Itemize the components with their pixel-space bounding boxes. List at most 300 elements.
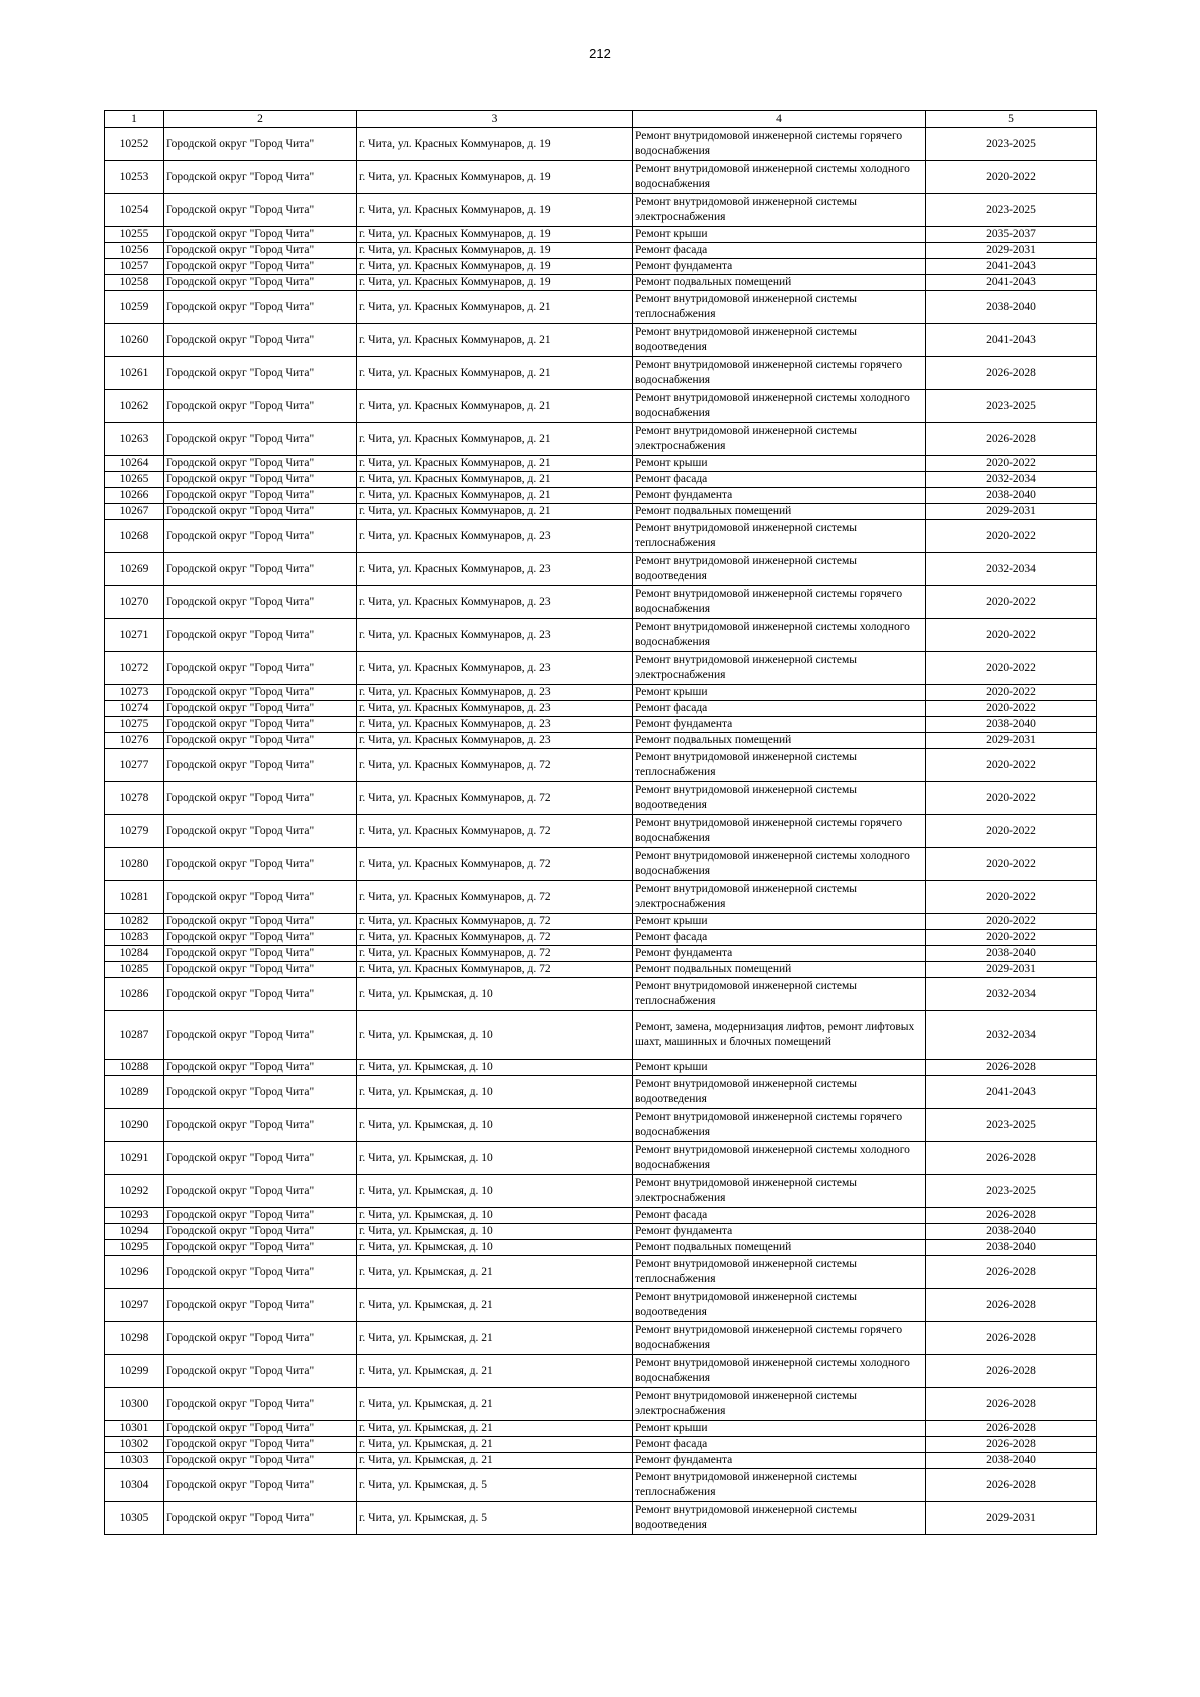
municipality-cell: Городской округ "Город Чита" (164, 749, 357, 782)
work-type-cell: Ремонт внутридомовой инженерной системы водоотведения (633, 553, 926, 586)
work-type-cell: Ремонт внутридомовой инженерной системы теплоснабжения (633, 978, 926, 1011)
table-row (105, 1421, 1097, 1437)
work-type-cell: Ремонт крыши (633, 456, 926, 472)
period-cell: 2035-2037 (926, 227, 1097, 243)
table-row (105, 1355, 1097, 1388)
table-row (105, 930, 1097, 946)
municipality-cell: Городской округ "Город Чита" (164, 1240, 357, 1256)
municipality-cell: Городской округ "Город Чита" (164, 914, 357, 930)
table-row (105, 978, 1097, 1011)
municipality-cell: Городской округ "Город Чита" (164, 1388, 357, 1421)
address-cell: г. Чита, ул. Красных Коммунаров, д. 21 (357, 324, 633, 357)
work-type-cell: Ремонт фасада (633, 701, 926, 717)
address-cell: г. Чита, ул. Красных Коммунаров, д. 21 (357, 472, 633, 488)
address-cell: г. Чита, ул. Крымская, д. 10 (357, 1109, 633, 1142)
address-cell: г. Чита, ул. Красных Коммунаров, д. 72 (357, 946, 633, 962)
period-cell: 2029-2031 (926, 1502, 1097, 1535)
row-number: 10254 (105, 194, 164, 227)
address-cell: г. Чита, ул. Красных Коммунаров, д. 72 (357, 815, 633, 848)
period-cell: 2026-2028 (926, 1421, 1097, 1437)
address-cell: г. Чита, ул. Крымская, д. 5 (357, 1469, 633, 1502)
row-number: 10277 (105, 749, 164, 782)
municipality-cell: Городской округ "Город Чита" (164, 227, 357, 243)
municipality-cell: Городской округ "Город Чита" (164, 652, 357, 685)
table-row (105, 1388, 1097, 1421)
address-cell: г. Чита, ул. Красных Коммунаров, д. 19 (357, 161, 633, 194)
work-type-cell: Ремонт внутридомовой инженерной системы теплоснабжения (633, 1469, 926, 1502)
work-type-cell: Ремонт крыши (633, 1060, 926, 1076)
municipality-cell: Городской округ "Город Чита" (164, 685, 357, 701)
table-row (105, 1011, 1097, 1060)
row-number: 10257 (105, 259, 164, 275)
work-type-cell: Ремонт подвальных помещений (633, 275, 926, 291)
period-cell: 2023-2025 (926, 194, 1097, 227)
row-number: 10284 (105, 946, 164, 962)
address-cell: г. Чита, ул. Красных Коммунаров, д. 23 (357, 733, 633, 749)
address-cell: г. Чита, ул. Красных Коммунаров, д. 21 (357, 291, 633, 324)
municipality-cell: Городской округ "Город Чита" (164, 194, 357, 227)
period-cell: 2032-2034 (926, 472, 1097, 488)
table-row (105, 652, 1097, 685)
work-type-cell: Ремонт внутридомовой инженерной системы водоотведения (633, 1076, 926, 1109)
address-cell: г. Чита, ул. Красных Коммунаров, д. 21 (357, 390, 633, 423)
address-cell: г. Чита, ул. Крымская, д. 21 (357, 1421, 633, 1437)
municipality-cell: Городской округ "Город Чита" (164, 259, 357, 275)
work-type-cell: Ремонт фасада (633, 472, 926, 488)
row-number: 10299 (105, 1355, 164, 1388)
table-row (105, 962, 1097, 978)
address-cell: г. Чита, ул. Красных Коммунаров, д. 23 (357, 553, 633, 586)
address-cell: г. Чита, ул. Крымская, д. 10 (357, 1011, 633, 1060)
work-type-cell: Ремонт крыши (633, 914, 926, 930)
period-cell: 2023-2025 (926, 1175, 1097, 1208)
address-cell: г. Чита, ул. Красных Коммунаров, д. 72 (357, 914, 633, 930)
row-number: 10256 (105, 243, 164, 259)
work-type-cell: Ремонт внутридомовой инженерной системы горячего водоснабжения (633, 815, 926, 848)
period-cell: 2026-2028 (926, 1142, 1097, 1175)
row-number: 10289 (105, 1076, 164, 1109)
address-cell: г. Чита, ул. Крымская, д. 21 (357, 1453, 633, 1469)
table-row (105, 520, 1097, 553)
municipality-cell: Городской округ "Город Чита" (164, 930, 357, 946)
work-type-cell: Ремонт фундамента (633, 946, 926, 962)
municipality-cell: Городской округ "Город Чита" (164, 717, 357, 733)
municipality-cell: Городской округ "Город Чита" (164, 586, 357, 619)
period-cell: 2038-2040 (926, 488, 1097, 504)
table-row (105, 1175, 1097, 1208)
period-cell: 2020-2022 (926, 914, 1097, 930)
row-number: 10255 (105, 227, 164, 243)
municipality-cell: Городской округ "Город Чита" (164, 619, 357, 652)
work-type-cell: Ремонт фундамента (633, 1224, 926, 1240)
municipality-cell: Городской округ "Город Чита" (164, 520, 357, 553)
address-cell: г. Чита, ул. Красных Коммунаров, д. 19 (357, 194, 633, 227)
table-row (105, 749, 1097, 782)
table-row (105, 717, 1097, 733)
period-cell: 2032-2034 (926, 553, 1097, 586)
address-cell: г. Чита, ул. Красных Коммунаров, д. 19 (357, 259, 633, 275)
municipality-cell: Городской округ "Город Чита" (164, 291, 357, 324)
row-number: 10276 (105, 733, 164, 749)
table-row (105, 914, 1097, 930)
municipality-cell: Городской округ "Город Чита" (164, 978, 357, 1011)
row-number: 10305 (105, 1502, 164, 1535)
work-type-cell: Ремонт фасада (633, 1208, 926, 1224)
table-row (105, 733, 1097, 749)
municipality-cell: Городской округ "Город Чита" (164, 1437, 357, 1453)
table-row (105, 324, 1097, 357)
address-cell: г. Чита, ул. Крымская, д. 21 (357, 1437, 633, 1453)
address-cell: г. Чита, ул. Красных Коммунаров, д. 19 (357, 227, 633, 243)
work-type-cell: Ремонт внутридомовой инженерной системы горячего водоснабжения (633, 128, 926, 161)
row-number: 10301 (105, 1421, 164, 1437)
row-number: 10278 (105, 782, 164, 815)
row-number: 10300 (105, 1388, 164, 1421)
address-cell: г. Чита, ул. Красных Коммунаров, д. 21 (357, 357, 633, 390)
row-number: 10259 (105, 291, 164, 324)
period-cell: 2026-2028 (926, 1256, 1097, 1289)
table-row (105, 1076, 1097, 1109)
address-cell: г. Чита, ул. Красных Коммунаров, д. 72 (357, 848, 633, 881)
table-header (105, 111, 1097, 128)
address-cell: г. Чита, ул. Крымская, д. 10 (357, 978, 633, 1011)
work-type-cell: Ремонт внутридомовой инженерной системы электроснабжения (633, 652, 926, 685)
municipality-cell: Городской округ "Город Чита" (164, 1289, 357, 1322)
period-cell: 2026-2028 (926, 357, 1097, 390)
work-type-cell: Ремонт внутридомовой инженерной системы электроснабжения (633, 881, 926, 914)
period-cell: 2038-2040 (926, 291, 1097, 324)
work-type-cell: Ремонт внутридомовой инженерной системы горячего водоснабжения (633, 1322, 926, 1355)
period-cell: 2020-2022 (926, 456, 1097, 472)
period-cell: 2032-2034 (926, 978, 1097, 1011)
table-row (105, 1060, 1097, 1076)
page-number: 212 (589, 46, 611, 61)
table-row (105, 161, 1097, 194)
work-type-cell: Ремонт внутридомовой инженерной системы водоотведения (633, 782, 926, 815)
address-cell: г. Чита, ул. Крымская, д. 10 (357, 1224, 633, 1240)
table-row (105, 472, 1097, 488)
municipality-cell: Городской округ "Город Чита" (164, 456, 357, 472)
municipality-cell: Городской округ "Город Чита" (164, 1175, 357, 1208)
period-cell: 2032-2034 (926, 1011, 1097, 1060)
municipality-cell: Городской округ "Город Чита" (164, 1208, 357, 1224)
row-number: 10288 (105, 1060, 164, 1076)
address-cell: г. Чита, ул. Крымская, д. 21 (357, 1355, 633, 1388)
municipality-cell: Городской округ "Город Чита" (164, 275, 357, 291)
work-type-cell: Ремонт внутридомовой инженерной системы горячего водоснабжения (633, 357, 926, 390)
municipality-cell: Городской округ "Город Чита" (164, 733, 357, 749)
address-cell: г. Чита, ул. Крымская, д. 10 (357, 1175, 633, 1208)
table-row (105, 553, 1097, 586)
address-cell: г. Чита, ул. Красных Коммунаров, д. 21 (357, 423, 633, 456)
municipality-cell: Городской округ "Город Чита" (164, 504, 357, 520)
table-row (105, 1224, 1097, 1240)
work-type-cell: Ремонт внутридомовой инженерной системы холодного водоснабжения (633, 390, 926, 423)
row-number: 10271 (105, 619, 164, 652)
address-cell: г. Чита, ул. Красных Коммунаров, д. 23 (357, 717, 633, 733)
address-cell: г. Чита, ул. Крымская, д. 10 (357, 1060, 633, 1076)
row-number: 10290 (105, 1109, 164, 1142)
address-cell: г. Чита, ул. Крымская, д. 21 (357, 1289, 633, 1322)
work-type-cell: Ремонт крыши (633, 227, 926, 243)
work-type-cell: Ремонт фасада (633, 930, 926, 946)
municipality-cell: Городской округ "Город Чита" (164, 243, 357, 259)
row-number: 10267 (105, 504, 164, 520)
work-type-cell: Ремонт подвальных помещений (633, 1240, 926, 1256)
row-number: 10270 (105, 586, 164, 619)
table-row (105, 456, 1097, 472)
work-type-cell: Ремонт внутридомовой инженерной системы холодного водоснабжения (633, 619, 926, 652)
address-cell: г. Чита, ул. Красных Коммунаров, д. 19 (357, 275, 633, 291)
table-row (105, 357, 1097, 390)
work-type-cell: Ремонт крыши (633, 685, 926, 701)
period-cell: 2023-2025 (926, 1109, 1097, 1142)
period-cell: 2038-2040 (926, 946, 1097, 962)
row-number: 10291 (105, 1142, 164, 1175)
municipality-cell: Городской округ "Город Чита" (164, 1060, 357, 1076)
work-type-cell: Ремонт фундамента (633, 259, 926, 275)
work-type-cell: Ремонт внутридомовой инженерной системы теплоснабжения (633, 291, 926, 324)
table-row (105, 488, 1097, 504)
row-number: 10258 (105, 275, 164, 291)
work-type-cell: Ремонт внутридомовой инженерной системы электроснабжения (633, 423, 926, 456)
period-cell: 2020-2022 (926, 161, 1097, 194)
municipality-cell: Городской округ "Город Чита" (164, 324, 357, 357)
work-type-cell: Ремонт внутридомовой инженерной системы водоотведения (633, 1502, 926, 1535)
row-number: 10282 (105, 914, 164, 930)
address-cell: г. Чита, ул. Красных Коммунаров, д. 19 (357, 128, 633, 161)
period-cell: 2020-2022 (926, 815, 1097, 848)
row-number: 10298 (105, 1322, 164, 1355)
table-row (105, 128, 1097, 161)
row-number: 10265 (105, 472, 164, 488)
period-cell: 2020-2022 (926, 930, 1097, 946)
period-cell: 2026-2028 (926, 1437, 1097, 1453)
table-row (105, 848, 1097, 881)
table-row (105, 1256, 1097, 1289)
row-number: 10268 (105, 520, 164, 553)
period-cell: 2020-2022 (926, 782, 1097, 815)
row-number: 10286 (105, 978, 164, 1011)
municipality-cell: Городской округ "Город Чита" (164, 962, 357, 978)
table-row (105, 782, 1097, 815)
work-type-cell: Ремонт внутридомовой инженерной системы холодного водоснабжения (633, 1355, 926, 1388)
row-number: 10261 (105, 357, 164, 390)
address-cell: г. Чита, ул. Красных Коммунаров, д. 21 (357, 456, 633, 472)
period-cell: 2020-2022 (926, 749, 1097, 782)
row-number: 10285 (105, 962, 164, 978)
period-cell: 2038-2040 (926, 1453, 1097, 1469)
column-header-3: 3 (357, 111, 633, 128)
period-cell: 2038-2040 (926, 717, 1097, 733)
municipality-cell: Городской округ "Город Чита" (164, 472, 357, 488)
address-cell: г. Чита, ул. Красных Коммунаров, д. 23 (357, 520, 633, 553)
municipality-cell: Городской округ "Город Чита" (164, 1224, 357, 1240)
table-row (105, 946, 1097, 962)
address-cell: г. Чита, ул. Красных Коммунаров, д. 72 (357, 782, 633, 815)
work-type-cell: Ремонт внутридомовой инженерной системы электроснабжения (633, 1388, 926, 1421)
repair-schedule-table (104, 110, 1097, 1535)
row-number: 10260 (105, 324, 164, 357)
municipality-cell: Городской округ "Город Чита" (164, 357, 357, 390)
period-cell: 2038-2040 (926, 1240, 1097, 1256)
work-type-cell: Ремонт фасада (633, 1437, 926, 1453)
address-cell: г. Чита, ул. Крымская, д. 10 (357, 1208, 633, 1224)
municipality-cell: Городской округ "Город Чита" (164, 1453, 357, 1469)
table-row (105, 423, 1097, 456)
table-row (105, 1289, 1097, 1322)
table-row (105, 685, 1097, 701)
table-row (105, 275, 1097, 291)
table-row (105, 1469, 1097, 1502)
period-cell: 2029-2031 (926, 243, 1097, 259)
row-number: 10292 (105, 1175, 164, 1208)
period-cell: 2026-2028 (926, 1469, 1097, 1502)
row-number: 10253 (105, 161, 164, 194)
period-cell: 2023-2025 (926, 390, 1097, 423)
period-cell: 2020-2022 (926, 652, 1097, 685)
period-cell: 2029-2031 (926, 962, 1097, 978)
period-cell: 2020-2022 (926, 881, 1097, 914)
period-cell: 2020-2022 (926, 520, 1097, 553)
municipality-cell: Городской округ "Город Чита" (164, 848, 357, 881)
work-type-cell: Ремонт внутридомовой инженерной системы водоотведения (633, 1289, 926, 1322)
address-cell: г. Чита, ул. Красных Коммунаров, д. 23 (357, 619, 633, 652)
row-number: 10294 (105, 1224, 164, 1240)
municipality-cell: Городской округ "Город Чита" (164, 1109, 357, 1142)
address-cell: г. Чита, ул. Красных Коммунаров, д. 23 (357, 701, 633, 717)
work-type-cell: Ремонт подвальных помещений (633, 962, 926, 978)
period-cell: 2026-2028 (926, 1355, 1097, 1388)
row-number: 10303 (105, 1453, 164, 1469)
work-type-cell: Ремонт внутридомовой инженерной системы электроснабжения (633, 194, 926, 227)
table-row (105, 619, 1097, 652)
row-number: 10252 (105, 128, 164, 161)
table-row (105, 701, 1097, 717)
address-cell: г. Чита, ул. Красных Коммунаров, д. 23 (357, 586, 633, 619)
row-number: 10279 (105, 815, 164, 848)
period-cell: 2020-2022 (926, 685, 1097, 701)
municipality-cell: Городской округ "Город Чита" (164, 1256, 357, 1289)
municipality-cell: Городской округ "Город Чита" (164, 701, 357, 717)
table-row (105, 815, 1097, 848)
row-number: 10262 (105, 390, 164, 423)
table-row (105, 1437, 1097, 1453)
period-cell: 2026-2028 (926, 1322, 1097, 1355)
municipality-cell: Городской округ "Город Чита" (164, 1421, 357, 1437)
period-cell: 2020-2022 (926, 848, 1097, 881)
address-cell: г. Чита, ул. Красных Коммунаров, д. 23 (357, 685, 633, 701)
table-row (105, 1109, 1097, 1142)
period-cell: 2041-2043 (926, 1076, 1097, 1109)
table-row (105, 1502, 1097, 1535)
table-row (105, 243, 1097, 259)
address-cell: г. Чита, ул. Красных Коммунаров, д. 23 (357, 652, 633, 685)
address-cell: г. Чита, ул. Красных Коммунаров, д. 19 (357, 243, 633, 259)
municipality-cell: Городской округ "Город Чита" (164, 1322, 357, 1355)
row-number: 10264 (105, 456, 164, 472)
row-number: 10273 (105, 685, 164, 701)
period-cell: 2026-2028 (926, 1208, 1097, 1224)
row-number: 10287 (105, 1011, 164, 1060)
work-type-cell: Ремонт внутридомовой инженерной системы холодного водоснабжения (633, 848, 926, 881)
period-cell: 2020-2022 (926, 701, 1097, 717)
address-cell: г. Чита, ул. Красных Коммунаров, д. 21 (357, 488, 633, 504)
table-row (105, 291, 1097, 324)
address-cell: г. Чита, ул. Крымская, д. 21 (357, 1256, 633, 1289)
address-cell: г. Чита, ул. Крымская, д. 10 (357, 1076, 633, 1109)
row-number: 10266 (105, 488, 164, 504)
work-type-cell: Ремонт внутридомовой инженерной системы горячего водоснабжения (633, 1109, 926, 1142)
work-type-cell: Ремонт внутридомовой инженерной системы теплоснабжения (633, 749, 926, 782)
work-type-cell: Ремонт крыши (633, 1421, 926, 1437)
period-cell: 2041-2043 (926, 324, 1097, 357)
address-cell: г. Чита, ул. Красных Коммунаров, д. 21 (357, 504, 633, 520)
work-type-cell: Ремонт фундамента (633, 488, 926, 504)
header-row (105, 111, 1097, 128)
municipality-cell: Городской округ "Город Чита" (164, 161, 357, 194)
table-row (105, 586, 1097, 619)
row-number: 10293 (105, 1208, 164, 1224)
address-cell: г. Чита, ул. Красных Коммунаров, д. 72 (357, 749, 633, 782)
column-header-5: 5 (926, 111, 1097, 128)
municipality-cell: Городской округ "Город Чита" (164, 815, 357, 848)
table-row (105, 504, 1097, 520)
table-row (105, 227, 1097, 243)
period-cell: 2026-2028 (926, 423, 1097, 456)
table-row (105, 1208, 1097, 1224)
address-cell: г. Чита, ул. Красных Коммунаров, д. 72 (357, 930, 633, 946)
work-type-cell: Ремонт внутридомовой инженерной системы горячего водоснабжения (633, 586, 926, 619)
table-row (105, 390, 1097, 423)
row-number: 10272 (105, 652, 164, 685)
period-cell: 2041-2043 (926, 259, 1097, 275)
work-type-cell: Ремонт внутридомовой инженерной системы теплоснабжения (633, 1256, 926, 1289)
period-cell: 2020-2022 (926, 586, 1097, 619)
municipality-cell: Городской округ "Город Чита" (164, 1469, 357, 1502)
table-row (105, 1142, 1097, 1175)
municipality-cell: Городской округ "Город Чита" (164, 1076, 357, 1109)
row-number: 10275 (105, 717, 164, 733)
column-header-1: 1 (105, 111, 164, 128)
address-cell: г. Чита, ул. Крымская, д. 10 (357, 1142, 633, 1175)
address-cell: г. Чита, ул. Красных Коммунаров, д. 72 (357, 881, 633, 914)
address-cell: г. Чита, ул. Крымская, д. 21 (357, 1388, 633, 1421)
work-type-cell: Ремонт подвальных помещений (633, 504, 926, 520)
municipality-cell: Городской округ "Город Чита" (164, 553, 357, 586)
period-cell: 2026-2028 (926, 1388, 1097, 1421)
period-cell: 2020-2022 (926, 619, 1097, 652)
period-cell: 2041-2043 (926, 275, 1097, 291)
table-row (105, 194, 1097, 227)
row-number: 10296 (105, 1256, 164, 1289)
table-body (105, 128, 1097, 1535)
work-type-cell: Ремонт внутридомовой инженерной системы электроснабжения (633, 1175, 926, 1208)
table-row (105, 259, 1097, 275)
municipality-cell: Городской округ "Город Чита" (164, 488, 357, 504)
row-number: 10274 (105, 701, 164, 717)
column-header-2: 2 (164, 111, 357, 128)
municipality-cell: Городской округ "Город Чита" (164, 1142, 357, 1175)
municipality-cell: Городской округ "Город Чита" (164, 782, 357, 815)
period-cell: 2038-2040 (926, 1224, 1097, 1240)
row-number: 10281 (105, 881, 164, 914)
work-type-cell: Ремонт внутридомовой инженерной системы водоотведения (633, 324, 926, 357)
work-type-cell: Ремонт внутридомовой инженерной системы теплоснабжения (633, 520, 926, 553)
work-type-cell: Ремонт подвальных помещений (633, 733, 926, 749)
municipality-cell: Городской округ "Город Чита" (164, 1011, 357, 1060)
work-type-cell: Ремонт внутридомовой инженерной системы холодного водоснабжения (633, 161, 926, 194)
